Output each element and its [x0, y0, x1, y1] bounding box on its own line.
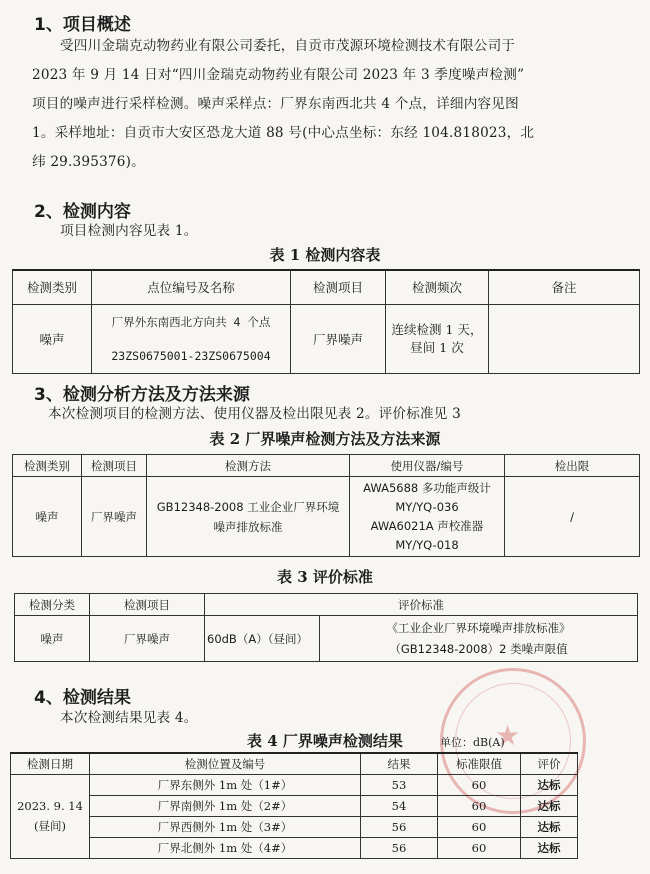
table-4-position: 厂界南侧外 1m 处（2#）: [90, 795, 361, 816]
table-4-eval: 达标: [521, 837, 578, 858]
table-4-result: 56: [361, 816, 438, 837]
table-4-limit: 60: [438, 816, 521, 837]
table-4-header: 结果: [361, 753, 438, 774]
table-1-frequency-line: 连续检测 1 天，: [391, 321, 483, 337]
table-3-header-row: [15, 594, 638, 616]
table-4-header: 评价: [521, 753, 578, 774]
table-4-position: 厂界西侧外 1m 处（3#）: [90, 816, 361, 837]
table-4-limit: 60: [438, 795, 521, 816]
table-3-item: 厂界噪声: [90, 616, 205, 662]
table-3-standard: [320, 616, 638, 662]
table-3-caption: 表 3 评价标准: [277, 568, 373, 586]
table-4-result: 54: [361, 795, 438, 816]
section-2-heading: 2、检测内容: [34, 202, 131, 222]
table-1-category: 噪声: [13, 304, 92, 373]
table-4-position: 厂界北侧外 1m 处（4#）: [90, 837, 361, 858]
table-4-limit: 60: [438, 774, 521, 795]
table-4-eval: 达标: [521, 795, 578, 816]
table-1-header: 点位编号及名称: [92, 270, 291, 304]
table-4-result: 53: [361, 774, 438, 795]
table-3: [14, 593, 638, 662]
table-1-note: [489, 304, 640, 373]
table-1-frequency: [386, 304, 489, 373]
table-2-category: 噪声: [13, 477, 82, 557]
table-2-instrument-line: MY/YQ-018: [395, 537, 459, 552]
section-2-text: 项目检测内容见表 1。: [60, 223, 198, 239]
table-1-header: 检测项目: [291, 270, 386, 304]
table-4-eval: 达标: [521, 774, 578, 795]
section-1-line: 受四川金瑞克动物药业有限公司委托，自贡市茂源环境检测技术有限公司于: [60, 38, 516, 54]
section-4-text: 本次检测结果见表 4。: [60, 710, 198, 726]
table-2-header: 检测项目: [82, 455, 147, 477]
table-2-instrument-line: AWA6021A 声校准器: [370, 518, 484, 533]
table-2-limit: /: [505, 477, 640, 557]
table-row: [13, 477, 640, 557]
table-4-date: [11, 774, 90, 858]
table-row: [15, 616, 638, 662]
table-4-position: 厂界东侧外 1m 处（1#）: [90, 774, 361, 795]
table-row: [13, 304, 640, 373]
table-2-header-row: [13, 455, 640, 477]
table-1-header: 备注: [489, 270, 640, 304]
section-1-line: 2023 年 9 月 14 日对“四川金瑞克动物药业有限公司 2023 年 3 季度噪声检测”: [32, 67, 525, 83]
section-1-line: 纬 29.395376)。: [32, 154, 145, 170]
table-2-instrument: [350, 477, 505, 557]
table-2-method-line: GB12348-2008 工业企业厂界环境: [156, 499, 340, 514]
table-1-point-name: 厂界外东南西北方向共 4 个点: [111, 314, 271, 329]
section-3-text: 本次检测项目的检测方法、使用仪器及检出限见表 2。评价标准见 3: [48, 406, 461, 422]
table-3-standard-line: 《工业企业厂界环境噪声排放标准》: [386, 620, 571, 635]
section-4-heading: 4、检测结果: [34, 688, 131, 708]
table-1: [12, 269, 640, 374]
table-1-header: 检测频次: [386, 270, 489, 304]
table-2-instrument-line: MY/YQ-036: [395, 499, 459, 514]
table-3-header: 评价标准: [205, 594, 638, 616]
table-4-header: 检测位置及编号: [90, 753, 361, 774]
table-2-header: 检出限: [505, 455, 640, 477]
table-3-value: 60dB（A）（昼间）: [205, 616, 320, 662]
table-row: [11, 774, 578, 795]
table-1-point-code: 23ZS0675001-23ZS0675004: [111, 348, 271, 363]
seal-star-icon: ★: [495, 719, 521, 752]
table-1-point: [92, 304, 291, 373]
table-1-frequency-line: 昼间 1 次: [410, 339, 464, 355]
table-2-instrument-line: AWA5688 多功能声级计: [363, 480, 491, 495]
table-1-header: 检测类别: [13, 270, 92, 304]
table-1-header-row: [13, 270, 640, 304]
section-1-body: [32, 32, 632, 177]
table-4-date-line: (昼间): [34, 819, 66, 833]
table-2-method-line: 噪声排放标准: [213, 519, 283, 534]
section-1-line: 1。采样地址：自贡市大安区恐龙大道 88 号(中心点坐标：东经 104.818023，北: [32, 125, 535, 141]
section-3-heading: 3、检测分析方法及方法来源: [34, 385, 250, 405]
section-1-line: 项目的噪声进行采样检测。噪声采样点：厂界东南西北共 4 个点，详细内容见图: [32, 96, 519, 112]
table-4-date-line: 2023. 9. 14: [17, 799, 83, 813]
table-row: [11, 837, 578, 858]
table-row: [11, 816, 578, 837]
table-4-header: 检测日期: [11, 753, 90, 774]
table-4-result: 56: [361, 837, 438, 858]
section-1-heading: 1、项目概述: [34, 15, 131, 35]
table-4-header: 标准限值: [438, 753, 521, 774]
table-4-unit: 单位：dB(A): [440, 736, 505, 749]
table-2-item: 厂界噪声: [82, 477, 147, 557]
table-4-header-row: [11, 753, 578, 774]
table-3-standard-line: （GB12348-2008）2 类噪声限值: [389, 641, 568, 656]
table-4-caption: 表 4 厂界噪声检测结果: [247, 732, 403, 750]
table-1-caption: 表 1 检测内容表: [269, 246, 381, 264]
table-2-header: 使用仪器/编号: [350, 455, 505, 477]
table-2: [12, 454, 640, 557]
table-4: [10, 752, 578, 859]
table-4-eval: 达标: [521, 816, 578, 837]
table-row: [11, 795, 578, 816]
table-2-header: 检测类别: [13, 455, 82, 477]
table-3-header: 检测分类: [15, 594, 90, 616]
table-3-category: 噪声: [15, 616, 90, 662]
table-3-header: 检测项目: [90, 594, 205, 616]
table-4-limit: 60: [438, 837, 521, 858]
table-2-header: 检测方法: [147, 455, 350, 477]
table-1-item: 厂界噪声: [291, 304, 386, 373]
table-2-method: [147, 477, 350, 557]
table-2-caption: 表 2 厂界噪声检测方法及方法来源: [209, 430, 441, 448]
